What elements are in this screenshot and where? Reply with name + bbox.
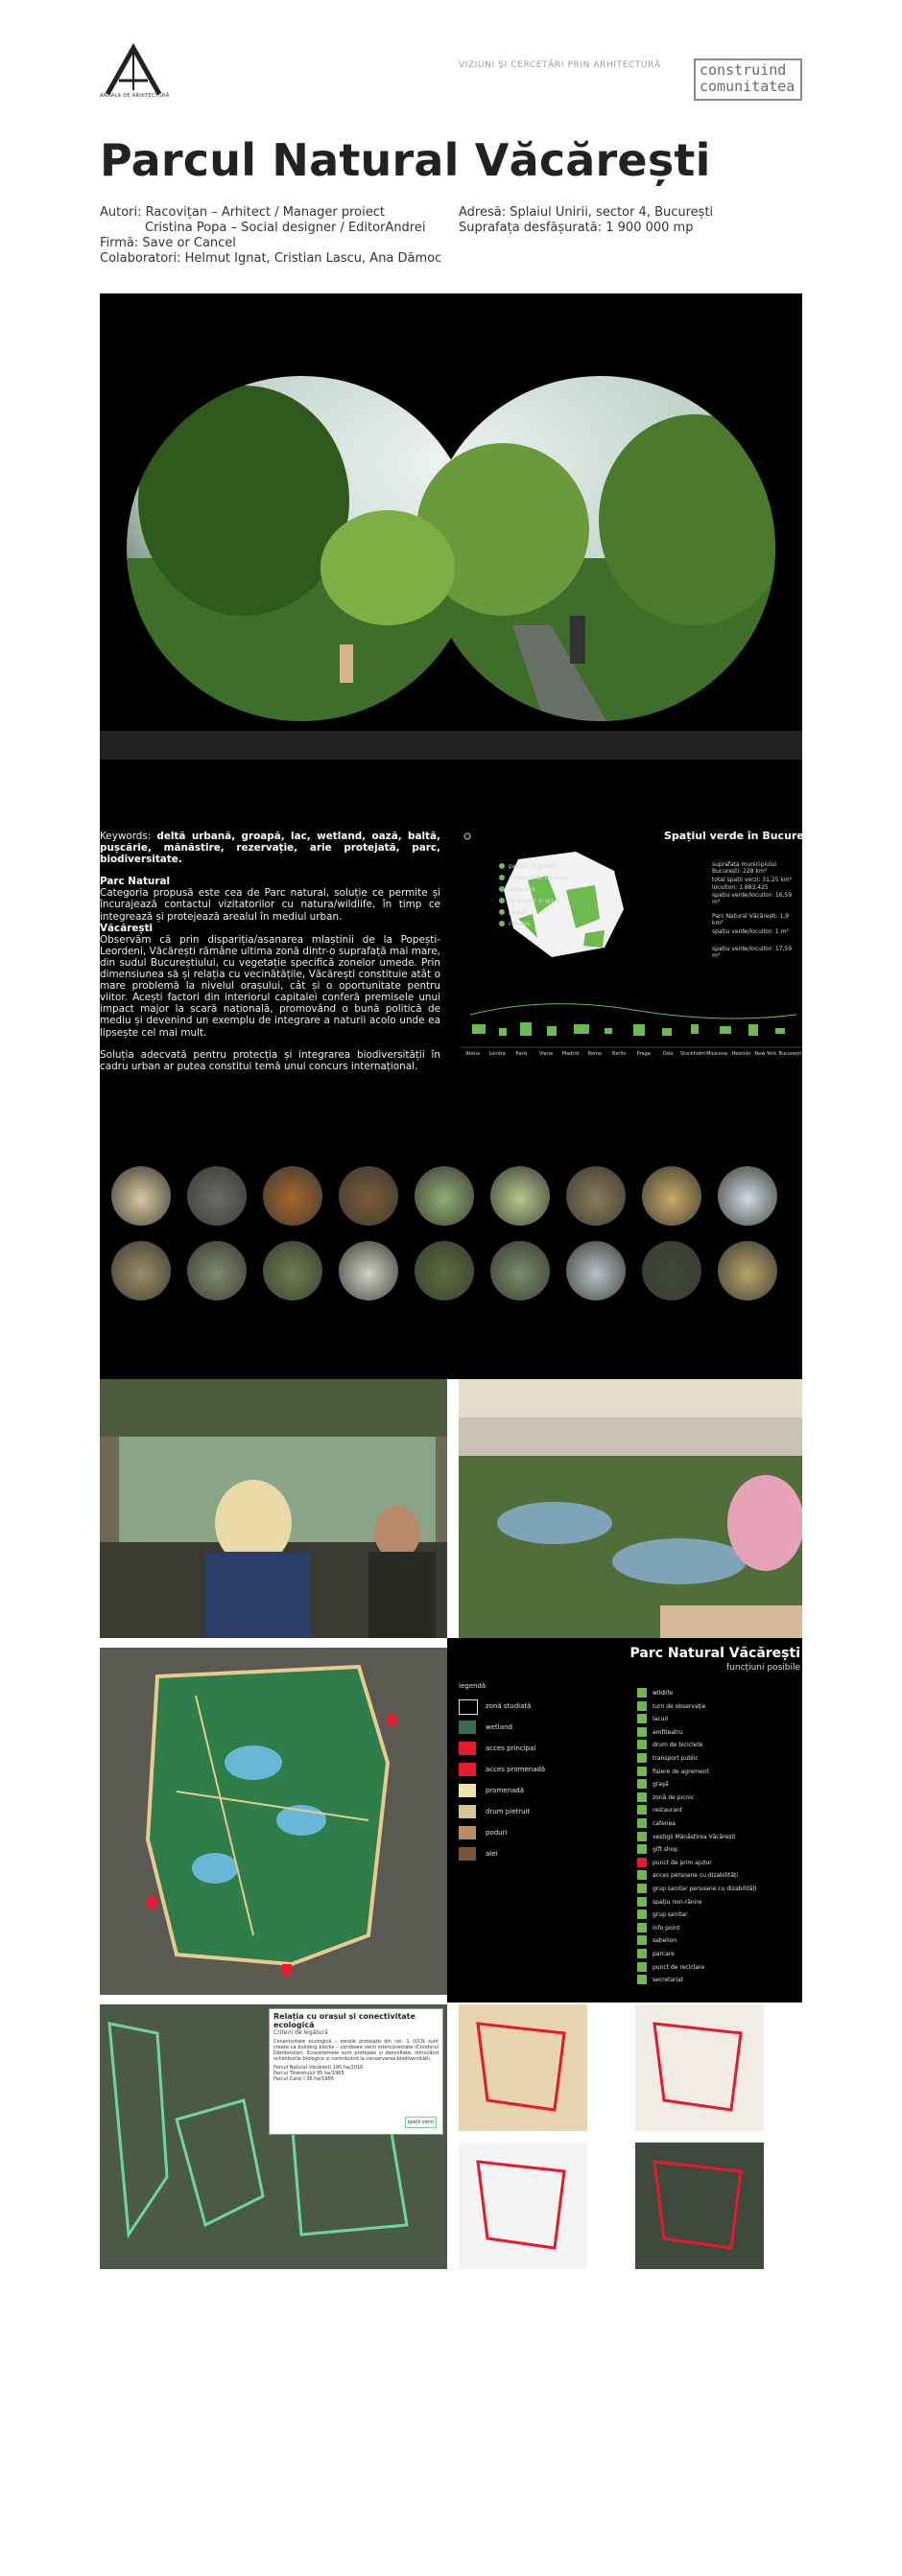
park-aerial-render	[459, 1379, 802, 1638]
city-label: Madrid	[561, 1051, 579, 1057]
function-label: sabelion	[653, 1937, 677, 1945]
legend-dot-cemeteries	[499, 921, 505, 926]
page-title: Parcul Natural Văcărești	[100, 134, 711, 186]
authors-label: Autori:	[100, 205, 142, 220]
function-icon	[637, 1949, 647, 1958]
stat-vacaresti-area: Parc Natural Văcărești: 1,9 km²	[712, 913, 790, 926]
animal-photo	[718, 1241, 777, 1300]
function-icon	[637, 1779, 647, 1789]
function-icon	[637, 1818, 647, 1828]
function-label: wildlife	[653, 1690, 674, 1697]
animal-photo	[490, 1241, 550, 1300]
function-icon	[637, 1688, 647, 1698]
animal-photo	[263, 1166, 322, 1226]
relation-title: Relația cu orașul și conectivitate ecologică	[273, 2012, 415, 2029]
legend-sport: agrement și sport	[509, 898, 560, 904]
historic-map-2	[635, 2004, 764, 2131]
relation-info-box	[269, 2008, 443, 2135]
function-label: graşă	[653, 1781, 669, 1789]
plan-title: Parc Natural Văcărești	[629, 1646, 800, 1661]
historic-map-1	[459, 2004, 587, 2131]
relation-text: Conectivitate ecologică – zonele protejate din cel. 1 (UCN sunt create ca building blocks – coridoare verzi interconectate (Coridorul Dâmboviței). Ecosistemele sunt protejate și dezvoltate, stimulând schimburile biologice și contribuind la conservarea biodiversității.	[273, 2039, 439, 2062]
legend-dot-parks	[499, 863, 505, 869]
function-icon	[637, 1727, 647, 1737]
plan-legend-swatch	[459, 1847, 476, 1861]
city-label: Oslo	[662, 1051, 674, 1057]
binocular-view-image	[100, 338, 802, 760]
legend-nurseries: pepiniere	[509, 886, 536, 893]
author-2: Cristina Popa – Social designer / EditorAndrei	[145, 221, 426, 235]
stat-population: locuitori: 1.883.425	[712, 884, 769, 891]
function-label: acces persoane cu dizabilități	[653, 1872, 739, 1880]
function-icon	[637, 1923, 647, 1932]
animal-photo	[566, 1241, 626, 1300]
plan-legend-label: promenadă	[486, 1787, 525, 1794]
function-icon	[637, 1884, 647, 1893]
keywords: deltă urbană, groapă, lac, wetland, oază, baltă, pușcărie, mănăstire, rezervație, arie protejată, parc, biodiversitate.	[100, 831, 440, 866]
stat-area: suprafața municipiului București: 228 km²	[712, 861, 777, 875]
function-icon	[637, 1844, 647, 1854]
city-label: Praga	[636, 1051, 651, 1057]
description-text	[100, 831, 440, 1083]
relation-subtitle: Criterii de legătură	[273, 2029, 328, 2036]
function-label: lacuri	[653, 1716, 669, 1723]
function-label: secretariat	[653, 1977, 684, 1984]
function-icon	[637, 1935, 647, 1945]
section-parc-natural-title: Parc Natural	[100, 876, 171, 888]
relation-legend-label: spații verzi	[405, 2117, 437, 2128]
animal-photo	[339, 1241, 398, 1300]
plan-legend-swatch	[459, 1784, 476, 1797]
city-label: Viena	[538, 1051, 553, 1057]
function-label: parcare	[653, 1951, 675, 1957]
stat-green-per-capita: spațiu verde/locuitor: 16,59 m²	[712, 892, 793, 905]
function-label: amfiteatru	[653, 1728, 683, 1736]
site-plan-map	[100, 1648, 447, 1995]
function-icon	[637, 1701, 647, 1711]
function-icon	[637, 1870, 647, 1880]
city-label: Paris	[515, 1051, 528, 1057]
plan-legend-swatch	[459, 1805, 476, 1818]
city-label: New York	[754, 1051, 777, 1057]
function-icon	[637, 1714, 647, 1723]
function-label: grup sanitar	[653, 1911, 688, 1919]
function-label: punct de prim ajutor	[653, 1859, 712, 1866]
legend-dot-sport	[499, 898, 505, 903]
plan-legend-label: acces promenadă	[486, 1766, 546, 1773]
function-label: transport public	[653, 1755, 699, 1762]
partner-logo-line2: comunitatea	[700, 78, 795, 95]
authors-line	[100, 205, 464, 221]
meta-right	[459, 205, 804, 236]
function-label: spațiu non-rănire	[653, 1898, 702, 1906]
function-icon	[637, 1767, 647, 1776]
address: Adresă: Splaiul Unirii, sector 4, București	[459, 205, 714, 220]
animal-photo	[415, 1166, 474, 1226]
function-icon	[637, 1858, 647, 1867]
function-label: turn de observație	[653, 1702, 706, 1710]
section-vacaresti-title: Văcărești	[100, 922, 154, 934]
meta-left	[100, 205, 464, 267]
plan-legend-header: legendă	[459, 1682, 487, 1690]
relation-legend-line-2: Parcul Tineretului 95 ha/1965	[273, 2071, 344, 2076]
plan-subtitle: funcțiuni posibile	[726, 1663, 800, 1673]
function-label: grup sanitar persoane cu dizabilități	[653, 1885, 757, 1892]
stat-vacaresti-per-capita: spațiu verde/locuitor: 1 m²	[712, 928, 789, 935]
function-label: fișiere de agrement	[653, 1768, 709, 1775]
function-label: zonă de picnic	[653, 1793, 695, 1801]
plan-legend-label: wetland	[486, 1723, 512, 1731]
plan-legend-swatch	[459, 1721, 476, 1734]
animal-photo	[111, 1241, 171, 1300]
plan-legend-swatch	[459, 1699, 478, 1715]
city-label: Roma	[587, 1051, 602, 1057]
animal-photo	[566, 1166, 626, 1226]
legend-parks: parcuri și grădini	[509, 863, 558, 870]
relation-legend-line-3: Parcul Carol I 36 ha/1906	[273, 2076, 334, 2082]
function-label: info point	[653, 1924, 680, 1932]
animal-photo	[187, 1241, 247, 1300]
city-label: Moscova	[706, 1051, 727, 1057]
plan-legend-label: poduri	[486, 1829, 508, 1837]
function-label: cafenea	[653, 1820, 676, 1827]
legend-dot-alignments	[499, 875, 505, 880]
visitors-observation-photo	[100, 1379, 447, 1638]
city-label: Berlin	[612, 1051, 627, 1057]
animal-photo	[642, 1241, 701, 1300]
historic-map-3	[459, 2143, 587, 2269]
function-label: gift shop	[653, 1846, 678, 1854]
function-icon	[637, 1909, 647, 1919]
plan-legend-label: alei	[486, 1850, 498, 1858]
partner-logo	[694, 59, 802, 101]
section-parc-natural-text: Categoria propusă este cea de Parc natural, soluție ce permite și încurajează contactul vizitatorilor cu natura/wildlife, în timp ce integrează și protejează arealul în mediul urban.	[100, 887, 440, 923]
plan-legend-label: zonă studiată	[486, 1702, 532, 1710]
animal-photo	[642, 1166, 701, 1226]
city-label: Londra	[488, 1051, 506, 1057]
function-label: drum de biciclete	[653, 1742, 703, 1749]
author-1: Racovițan – Arhitect / Manager proiect	[145, 205, 385, 220]
function-label: punct de reciclare	[653, 1963, 705, 1971]
legend-dot-nurseries	[499, 886, 505, 892]
function-icon	[637, 1805, 647, 1815]
section-conclusion-text: Soluția adecvată pentru protecția și integrarea biodiversității în cadru urban ar putea constitui temă unui concurs internațional.	[100, 1048, 440, 1072]
animal-photo	[415, 1241, 474, 1300]
function-icon	[637, 1897, 647, 1907]
function-label: restaurant	[653, 1807, 683, 1815]
legend-dot-forests	[499, 909, 505, 915]
keywords-label: Keywords:	[100, 831, 152, 842]
plan-legend-label: drum pietruit	[486, 1808, 531, 1815]
legend-alignments: aliniamente stradale	[509, 875, 568, 881]
plan-legend-label: acces principal	[486, 1745, 536, 1752]
relation-legend-line-1: Parcul Natural Văcărești 190 ha/2016	[273, 2065, 364, 2071]
function-icon	[637, 1753, 647, 1763]
city-label: București	[778, 1051, 802, 1057]
city-label: Helsinki	[731, 1051, 751, 1057]
plan-legend-swatch	[459, 1826, 476, 1839]
function-icon	[637, 1740, 647, 1749]
function-icon	[637, 1975, 647, 1984]
plan-legend-swatch	[459, 1742, 476, 1755]
animal-photo	[263, 1241, 322, 1300]
legend-cemeteries: cimitire	[509, 921, 531, 927]
plan-legend-swatch	[459, 1763, 476, 1776]
function-icon	[637, 1832, 647, 1841]
logo-caption: ANUALA DE ARHITECTURĂ	[100, 93, 170, 99]
city-label: Stockholm	[679, 1051, 706, 1057]
function-icon	[637, 1792, 647, 1802]
function-label: vestigii Mănăstirea Văcărești	[653, 1833, 736, 1840]
animal-photo	[187, 1166, 247, 1226]
legend-forests: păduri	[509, 909, 528, 916]
satellite-map	[635, 2143, 764, 2269]
city-label: Atena	[465, 1051, 481, 1057]
tagline: VIZIUNI ȘI CERCETĂRI PRIN ARHITECTURĂ	[459, 60, 661, 70]
animal-photo	[339, 1166, 398, 1226]
partner-logo-line1: construind	[700, 61, 787, 79]
area: Suprafața desfășurată: 1 900 000 mp	[459, 221, 694, 235]
stat-green-total: total spații verzi: 31,25 km²	[712, 877, 793, 883]
green-map-title: Spațiul verde în București	[664, 830, 819, 842]
section-vacaresti-text: Observăm că prin dispariția/asanarea mlaștinii de la Popești-Leordeni, Văcărești rămâne ultima zonă dintr-o suprafață mai mare, din sudul Bucureștiului, cu vegetație specifică zonelor umede. Prin dimensiunea să și relația cu vecinătățile, Văcărești constituie atât o mare problemă la nivelul orașului, cât și o oportunitate pentru viitor. Acești factori din interiorul capitalei conferă premisele unui impact major la scară națională, promovând o bună politică de mediu și devenind un exemplu de integrare a naturii acolo unde ea lipsește cel mai mult.	[100, 933, 440, 1039]
stat-total-per-capita: spațiu verde/locuitor: 17,59 m²	[712, 946, 793, 959]
animal-photo	[718, 1166, 777, 1226]
animal-photo	[111, 1166, 171, 1226]
firm: Firmă: Save or Cancel	[100, 236, 236, 250]
city-comparison-row	[461, 1051, 802, 1063]
animal-photo	[490, 1166, 550, 1226]
collaborators: Colaboratori: Helmut Ignat, Cristian Lascu, Ana Dămoc	[100, 251, 442, 266]
plan-legend-panel	[447, 1638, 802, 2002]
function-icon	[637, 1962, 647, 1972]
